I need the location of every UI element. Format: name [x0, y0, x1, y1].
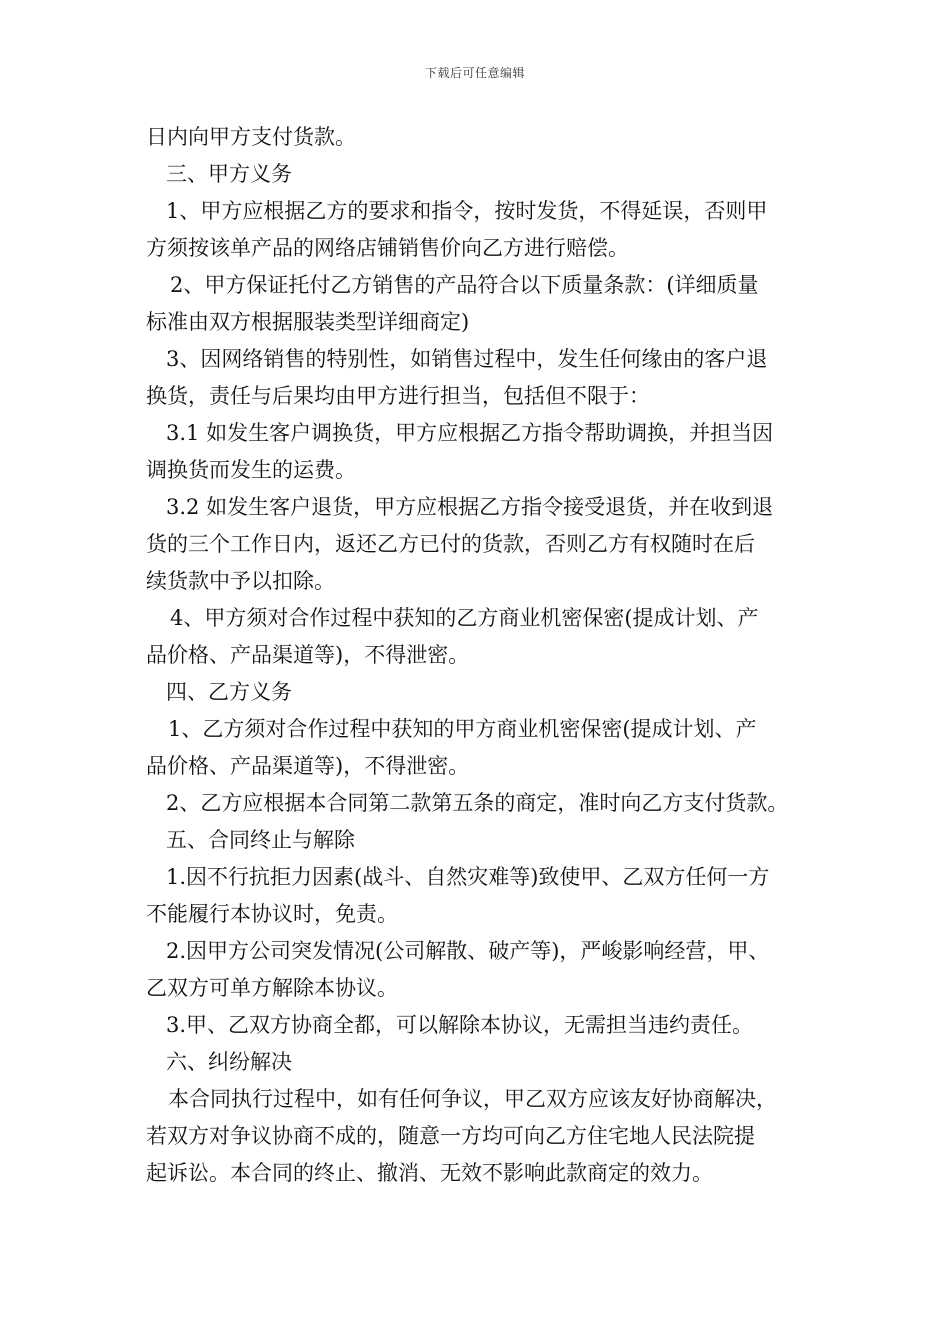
section-heading-6: 六、纠纷解决 — [166, 1050, 292, 1074]
paragraph-line: 若双方对争议协商不成的，随意一方均可向乙方住宅地人民法院提 — [146, 1124, 755, 1148]
paragraph-line: 3.1 如发生客户调换货，甲方应根据乙方指令帮助调换，并担当因 — [166, 421, 774, 445]
paragraph-line: 续货款中予以扣除。 — [146, 569, 335, 593]
paragraph-line: 4、甲方须对合作过程中获知的乙方商业机密保密(提成计划、产 — [170, 606, 759, 630]
paragraph-line: 乙双方可单方解除本协议。 — [146, 976, 398, 1000]
section-heading-3: 三、甲方义务 — [166, 162, 292, 186]
paragraph-line: 1、甲方应根据乙方的要求和指令，按时发货，不得延误，否则甲 — [166, 199, 768, 223]
section-heading-5: 五、合同终止与解除 — [166, 828, 355, 852]
paragraph-line: 起诉讼。本合同的终止、撤消、无效不影响此款商定的效力。 — [146, 1161, 713, 1185]
paragraph-line: 货的三个工作日内，返还乙方已付的货款，否则乙方有权随时在后 — [146, 532, 755, 556]
paragraph-line: 2、乙方应根据本合同第二款第五条的商定，准时向乙方支付货款。 — [166, 791, 789, 815]
paragraph-line: 1.因不行抗拒力因素(战斗、自然灾难等)致使甲、乙双方任何一方 — [166, 865, 770, 889]
section-heading-4: 四、乙方义务 — [166, 680, 292, 704]
paragraph-line: 2.因甲方公司突发情况(公司解散、破产等)，严峻影响经营，甲、 — [166, 939, 770, 963]
paragraph-line: 本合同执行过程中，如有任何争议，甲乙双方应该友好协商解决， — [168, 1087, 777, 1111]
paragraph-line: 方须按该单产品的网络店铺销售价向乙方进行赔偿。 — [146, 236, 629, 260]
paragraph-line: 2、甲方保证托付乙方销售的产品符合以下质量条款：(详细质量 — [170, 273, 759, 297]
paragraph-line: 3、因网络销售的特别性，如销售过程中，发生任何缘由的客户退 — [166, 347, 768, 371]
paragraph-line: 日内向甲方支付货款。 — [146, 125, 356, 149]
paragraph-line: 1、乙方须对合作过程中获知的甲方商业机密保密(提成计划、产 — [168, 717, 757, 741]
paragraph-line: 调换货而发生的运费。 — [146, 458, 356, 482]
paragraph-line: 品价格、产品渠道等)，不得泄密。 — [146, 754, 470, 778]
document-body — [146, 119, 810, 1192]
paragraph-line: 品价格、产品渠道等)，不得泄密。 — [146, 643, 470, 667]
paragraph-line: 3.2 如发生客户退货，甲方应根据乙方指令接受退货，并在收到退 — [166, 495, 774, 519]
paragraph-line: 不能履行本协议时，免责。 — [146, 902, 398, 926]
paragraph-line: 3.甲、乙双方协商全都，可以解除本协议，无需担当违约责任。 — [166, 1013, 754, 1037]
page-header: 下载后可任意编辑 — [424, 66, 525, 80]
paragraph-line: 换货，责任与后果均由甲方进行担当，包括但不限于： — [146, 384, 650, 408]
paragraph-line: 标准由双方根据服装类型详细商定) — [146, 310, 470, 334]
